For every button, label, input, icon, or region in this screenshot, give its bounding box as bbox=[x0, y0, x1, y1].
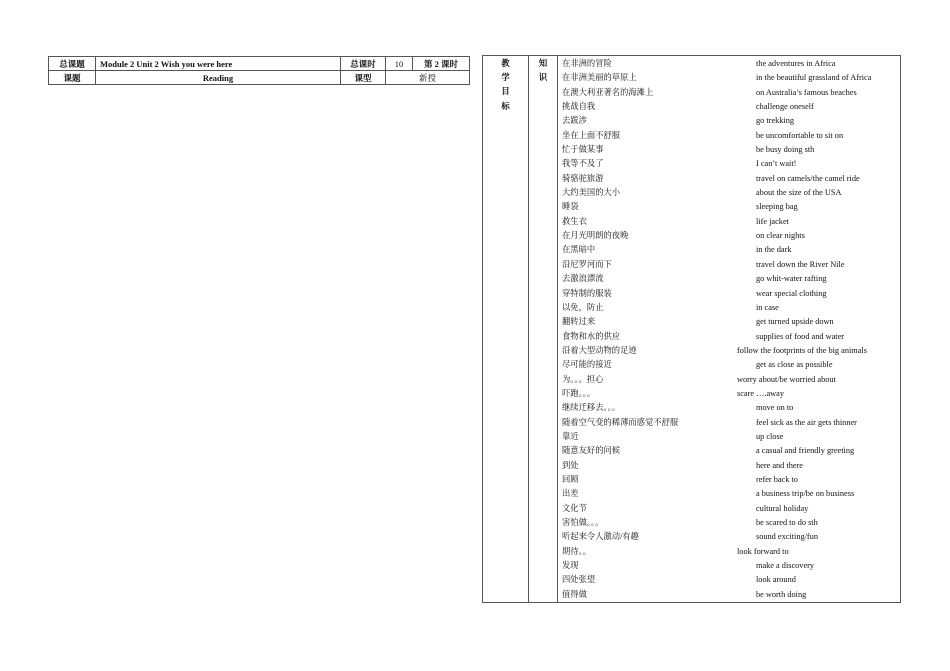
vocab-english: make a discovery bbox=[756, 561, 815, 571]
vocab-row bbox=[562, 373, 900, 387]
vocab-row bbox=[562, 258, 900, 272]
vocab-english: here and there bbox=[756, 460, 803, 470]
vocab-row bbox=[562, 114, 900, 128]
vocab-chinese: 在非洲的冒险 bbox=[562, 59, 612, 68]
vocab-chinese: 出差 bbox=[562, 489, 579, 499]
vocab-row bbox=[562, 530, 900, 544]
vocab-english: wear special clothing bbox=[756, 288, 827, 298]
vocab-chinese: 挑战自我 bbox=[562, 102, 596, 112]
vocab-chinese: 食物和水的供应 bbox=[562, 331, 621, 341]
vocab-row bbox=[562, 71, 900, 85]
vocab-chinese: 睡袋 bbox=[562, 202, 579, 212]
vocab-english: be uncomfortable to sit on bbox=[756, 130, 844, 140]
vocab-chinese: 在非洲美丽的草原上 bbox=[562, 73, 637, 83]
knowledge-label bbox=[529, 56, 558, 603]
vocab-row bbox=[562, 229, 900, 243]
vocab-chinese: 穿特制的服装 bbox=[562, 288, 612, 298]
vocab-row bbox=[562, 444, 900, 458]
vocab-chinese: 值得做 bbox=[562, 589, 587, 599]
vocab-row bbox=[562, 401, 900, 415]
lesson-type-value: 新授 bbox=[386, 71, 470, 85]
vocab-row bbox=[562, 588, 900, 602]
vocab-english: supplies of food and water bbox=[756, 331, 845, 341]
vocab-english: sleeping bag bbox=[756, 202, 798, 212]
vocab-row bbox=[562, 459, 900, 473]
vocab-english: look around bbox=[756, 575, 796, 585]
vocab-english: a casual and friendly greeting bbox=[756, 446, 855, 456]
vocab-english: in the dark bbox=[756, 245, 792, 255]
vocab-english: travel on camels/the camel ride bbox=[756, 173, 860, 183]
vocab-chinese: 坐在上面不舒服 bbox=[562, 130, 621, 140]
vocab-english: challenge oneself bbox=[756, 102, 814, 112]
vocab-english: scare ….away bbox=[737, 388, 784, 398]
vocab-row bbox=[562, 129, 900, 143]
vocab-row bbox=[562, 301, 900, 315]
vocab-english: refer back to bbox=[756, 474, 798, 484]
vocab-english: about the size of the USA bbox=[756, 188, 842, 198]
vocab-english: worry about/be worried about bbox=[737, 374, 836, 384]
vocab-chinese: 去激浪漂流 bbox=[562, 274, 604, 284]
label-char: 标 bbox=[501, 101, 510, 111]
vocab-row bbox=[562, 172, 900, 186]
vocab-row bbox=[562, 473, 900, 487]
sub-label-char: 知 bbox=[538, 59, 548, 68]
vocab-chinese: 文化节 bbox=[562, 503, 587, 513]
vocab-row bbox=[562, 143, 900, 157]
vocab-row bbox=[562, 344, 900, 358]
vocab-chinese: 随着空气变的稀薄而感觉不舒服 bbox=[562, 417, 679, 427]
vocab-chinese: 害怕做。。。 bbox=[562, 518, 604, 527]
header-row-2 bbox=[49, 71, 470, 85]
vocab-english: go whit-water rafting bbox=[756, 274, 827, 284]
vocab-chinese: 忙于做某事 bbox=[562, 145, 604, 155]
vocab-english: move on to bbox=[756, 403, 794, 413]
vocab-english: travel down the River Nile bbox=[756, 259, 845, 269]
vocab-chinese: 随意友好的问候 bbox=[562, 446, 621, 456]
vocab-chinese: 发现 bbox=[562, 561, 579, 571]
vocab-english: feel sick as the air gets thinner bbox=[756, 417, 857, 427]
lesson-type-label: 课型 bbox=[341, 71, 386, 85]
teaching-objectives-label bbox=[483, 56, 529, 603]
vocab-english: in the beautiful grassland of Africa bbox=[756, 73, 872, 83]
vocab-chinese: 继续迁移去。。。 bbox=[562, 403, 621, 413]
vocab-english: up close bbox=[756, 431, 784, 441]
vocab-chinese: 在月光明朗的夜晚 bbox=[562, 231, 629, 241]
vocab-row bbox=[562, 186, 900, 200]
vocab-row bbox=[562, 287, 900, 301]
vocab-english: the adventures in Africa bbox=[756, 59, 836, 68]
total-hours-value: 10 bbox=[386, 57, 413, 71]
vocab-chinese: 沿尼罗河而下 bbox=[562, 259, 612, 269]
vocab-row bbox=[562, 315, 900, 329]
header-row-1 bbox=[49, 57, 470, 71]
topic-label: 课题 bbox=[49, 71, 96, 85]
vocab-chinese: 到处 bbox=[562, 460, 579, 470]
vocab-english: be worth doing bbox=[756, 589, 807, 599]
vocab-row bbox=[562, 516, 900, 530]
sub-label-char: 识 bbox=[538, 73, 548, 83]
vocab-row bbox=[562, 358, 900, 372]
vocab-chinese: 大约美国的大小 bbox=[562, 188, 621, 198]
vocab-row bbox=[562, 100, 900, 114]
vocab-row bbox=[562, 330, 900, 344]
vocab-english: in case bbox=[756, 302, 779, 312]
vocab-english: on Australia’s famous beaches bbox=[756, 87, 857, 97]
total-hours-label: 总课时 bbox=[341, 57, 386, 71]
vocab-chinese: 去跋涉 bbox=[562, 116, 587, 126]
label-char: 教 bbox=[501, 59, 510, 68]
vocab-chinese: 吓跑。。。 bbox=[562, 388, 596, 398]
lesson-number: 第 2 课时 bbox=[413, 57, 470, 71]
vocab-row bbox=[562, 545, 900, 559]
vocab-english: I can’t wait! bbox=[756, 159, 797, 169]
vocab-english: be scared to do sth bbox=[756, 518, 818, 527]
vocab-chinese: 骑骆驼旅游 bbox=[562, 173, 604, 183]
vocab-row bbox=[562, 416, 900, 430]
vocab-english: get turned upside down bbox=[756, 317, 834, 327]
vocab-chinese: 以免，防止 bbox=[562, 302, 604, 312]
vocab-chinese: 四处张望 bbox=[562, 575, 596, 585]
vocab-row bbox=[562, 559, 900, 573]
vocab-row bbox=[562, 86, 900, 100]
vocab-english: look forward to bbox=[737, 546, 789, 556]
vocab-row bbox=[562, 573, 900, 587]
vocab-english: cultural holiday bbox=[756, 503, 809, 513]
topic-value: Reading bbox=[96, 71, 341, 85]
vocab-row bbox=[562, 200, 900, 214]
vocab-english: sound exciting/fun bbox=[756, 532, 818, 542]
vocab-row bbox=[562, 487, 900, 501]
vocab-english: a business trip/be on business bbox=[756, 489, 855, 499]
vocabulary-list bbox=[558, 56, 901, 603]
vocab-english: life jacket bbox=[756, 216, 789, 226]
vocab-row bbox=[562, 57, 900, 71]
vocab-container bbox=[562, 57, 900, 602]
vocab-chinese: 我等不及了 bbox=[562, 159, 604, 169]
vocab-chinese: 回顾 bbox=[562, 474, 579, 484]
main-topic-label: 总课题 bbox=[49, 57, 96, 71]
vocab-chinese: 救生衣 bbox=[562, 216, 587, 226]
vocab-chinese: 为。。。担心 bbox=[562, 374, 604, 384]
label-char: 目 bbox=[501, 87, 510, 97]
vocab-row bbox=[562, 430, 900, 444]
lesson-header-table bbox=[48, 56, 470, 85]
objectives-row bbox=[483, 56, 901, 603]
vocab-row bbox=[562, 157, 900, 171]
vocab-row bbox=[562, 387, 900, 401]
main-topic-value: Module 2 Unit 2 Wish you were here bbox=[96, 57, 341, 71]
vocab-chinese: 在澳大利亚著名的海滩上 bbox=[562, 87, 654, 97]
vocab-chinese: 靠近 bbox=[562, 431, 579, 441]
vocab-chinese: 翻转过来 bbox=[562, 317, 596, 327]
vocab-english: get as close as possible bbox=[756, 360, 833, 370]
vocab-chinese: 尽可能的接近 bbox=[562, 360, 612, 370]
teaching-objectives-table bbox=[482, 55, 901, 603]
vocab-row bbox=[562, 243, 900, 257]
vocab-english: follow the footprints of the big animals bbox=[737, 345, 867, 355]
vocab-english: go trekking bbox=[756, 116, 795, 126]
vocab-chinese: 在黑暗中 bbox=[562, 245, 596, 255]
label-char: 学 bbox=[501, 73, 510, 83]
vocab-row bbox=[562, 272, 900, 286]
vocab-row bbox=[562, 215, 900, 229]
vocab-english: on clear nights bbox=[756, 231, 805, 241]
vocab-chinese: 沿着大型动物的足迹 bbox=[562, 345, 637, 355]
vocab-chinese: 期待。。 bbox=[562, 546, 592, 556]
vocab-row bbox=[562, 502, 900, 516]
vocab-chinese: 听起来令人激动/有趣 bbox=[562, 532, 639, 542]
vocab-english: be busy doing sth bbox=[756, 145, 815, 155]
